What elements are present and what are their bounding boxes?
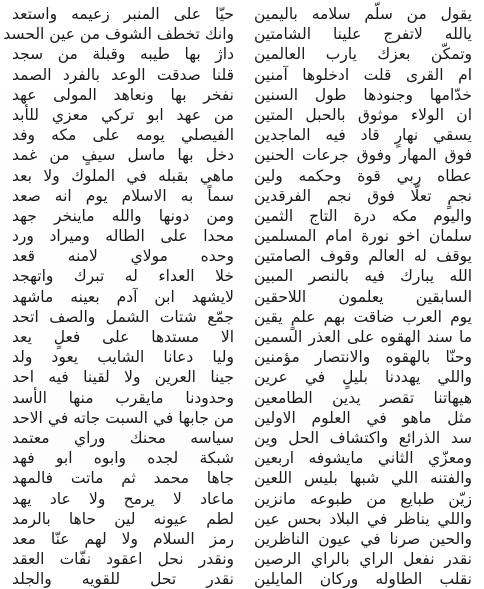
poem-verse-line: وحنّا بالهقوه والانتصار مؤمنين	[254, 348, 472, 367]
poem-verse-line: نقلب الطاوله وركان المايلين	[254, 570, 472, 589]
poem-verse-line: والحين صرنا في عيون الناظرين	[254, 529, 472, 548]
poem-verse-line: ما سند الهقوه على العذر السمين	[254, 328, 472, 346]
poem-verse-line: السابقين يعلمون اللاحقين	[254, 287, 472, 306]
poem-verse-line: ماعاد لا يرمح ولا عاد يهد	[12, 489, 234, 508]
poem-right-column	[254, 4, 472, 589]
poem-verse-line: وتمكّن بعزك يارب العالمين	[254, 45, 472, 64]
poem-verse-line: الله يبارك فيه بالنصر المبين	[254, 267, 472, 286]
poem-verse-line: دخل بها ماسل سيفٍ من غمد	[12, 146, 234, 165]
poem-verse-line: داژ بها طيبه وقبلة من سجد	[12, 45, 234, 64]
poem-verse-line: يالله لاتفرج علينا الشامتين	[254, 25, 472, 44]
poem-verse-line: الا مستدها على فعلٍ يعد	[12, 328, 234, 346]
poem-verse-line: وليا دعانا الشايب يعود ولد	[12, 348, 234, 367]
poem-verse-line: حيّا على المنبر زعيمه واستعد	[12, 5, 234, 23]
poem-verse-line: ان الولاء موثوق بالحبل المتين	[254, 105, 472, 124]
poem-verse-line: نجمٍ تعلّا فوق نجم الفرقدين	[254, 186, 472, 205]
poem-verse-line: ام القرى قلت ادخلوها آمنين	[254, 65, 472, 84]
poem-verse-line: قلنا صدقت الوعد بالفرد الصمد	[12, 65, 234, 84]
poem-verse-line: زيّن طبايع من طبوعه مانزين	[254, 489, 472, 508]
poem-verse-line: فوق المهار وفوق جرعات الحنين	[254, 146, 472, 165]
poem-verse-line: سد الذرائع واكتشاف الحل وين	[254, 428, 472, 447]
poem-verse-line: يسقي نهارٍ قاد فيه الماجدين	[254, 126, 472, 145]
poem-verse-line: من جابها في السبت جاته في الاحد	[12, 408, 234, 427]
poem-verse-line: محدا على الطاله وميراد ورد	[12, 227, 234, 246]
poem-verse-line: خدّامها وجنودها طول السنين	[254, 85, 472, 104]
poem-verse-line: الفيصلي يومه على مكه وفد	[12, 126, 234, 145]
poem-verse-line: سلمان اخو نورة امام المسلمين	[254, 227, 472, 246]
poem-verse-line: واللي يهددنا بليلٍ في عرين	[254, 368, 472, 387]
poem-verse-line: شبكة لجده وابوه ابو فهد	[12, 449, 234, 468]
poem-verse-line: وانك تخطف الشوف من عين الحسد	[3, 25, 234, 44]
poem-verse-line: لايشهد ابن آدم بعينه ماشهد	[12, 287, 234, 306]
poem-left-column	[3, 4, 234, 589]
poem-verse-line: والفتنه اللي شبها بليس اللعين	[254, 469, 472, 488]
poem-verse-line: رمز السلام ولا لهم عنّا معد	[12, 529, 234, 548]
poem-verse-line: مثل ماهو في العلوم الاولين	[254, 408, 472, 427]
poem-verse-line: ومعزّي الثاني مايشوفه اربعين	[254, 449, 472, 468]
poem-verse-line: لطم عيونه لين حاها بالرمد	[12, 509, 234, 528]
poem-verse-line: خلا العداء له تبرك واتهجد	[12, 267, 234, 286]
poem-verse-line: ومن دونها والله ماينخر جهد	[12, 206, 234, 225]
poem-verse-line: سياسه محنك وراي معتمد	[12, 428, 234, 447]
poem-verse-line: ونقدر نحل اعقود نفّات العقد	[12, 550, 234, 569]
poem-verse-line: وحده مولاي لامنه قعد	[12, 247, 234, 266]
poem-verse-line: يقول من سلّم سلامه باليمين	[254, 5, 472, 23]
poem-verse-line: يوم العرب ضاقت بهم علمٍ يقين	[254, 307, 472, 326]
poem-verse-line: يوقف له العالم وقوف الصامتين	[254, 247, 472, 266]
poem-verse-line: جاها محمد ثم ماتت فالمهد	[12, 469, 234, 488]
poem-verse-line: هيهاتنا تقصر يدين الطامعين	[254, 388, 472, 407]
poem-verse-line: نفخر بها ونعاهد المولى عهد	[12, 85, 234, 104]
poem-verse-line: وحدودنا مايقرب منها الأسد	[12, 388, 234, 407]
poem-verse-line: جينا العرين ولا لقينا فيه احد	[12, 368, 234, 387]
poem-verse-line: من عهد ابو تركي معزي للأبد	[12, 105, 234, 124]
poem-verse-line: نقدر تحل للقويه والجلد	[12, 570, 234, 589]
poem-verse-line: ماهي بقبله في الملوك ولا بعد	[12, 166, 234, 185]
poem-verse-line: جمّع شتات الشمل والصف اتحد	[12, 307, 234, 326]
poem-verse-line: واليوم مكه درة التاج الثمين	[254, 206, 472, 225]
poem-verse-line: نقدر نفعل الراي بالراي الرصين	[254, 550, 472, 569]
poem-verse-line: سماً به الاسلام يوم انه صعد	[12, 186, 234, 205]
poem-verse-line: واللي يناظر في البلاد بحس عين	[254, 509, 472, 528]
poem-verse-line: عطاه ربي قوة وحكمه ولين	[254, 166, 472, 185]
